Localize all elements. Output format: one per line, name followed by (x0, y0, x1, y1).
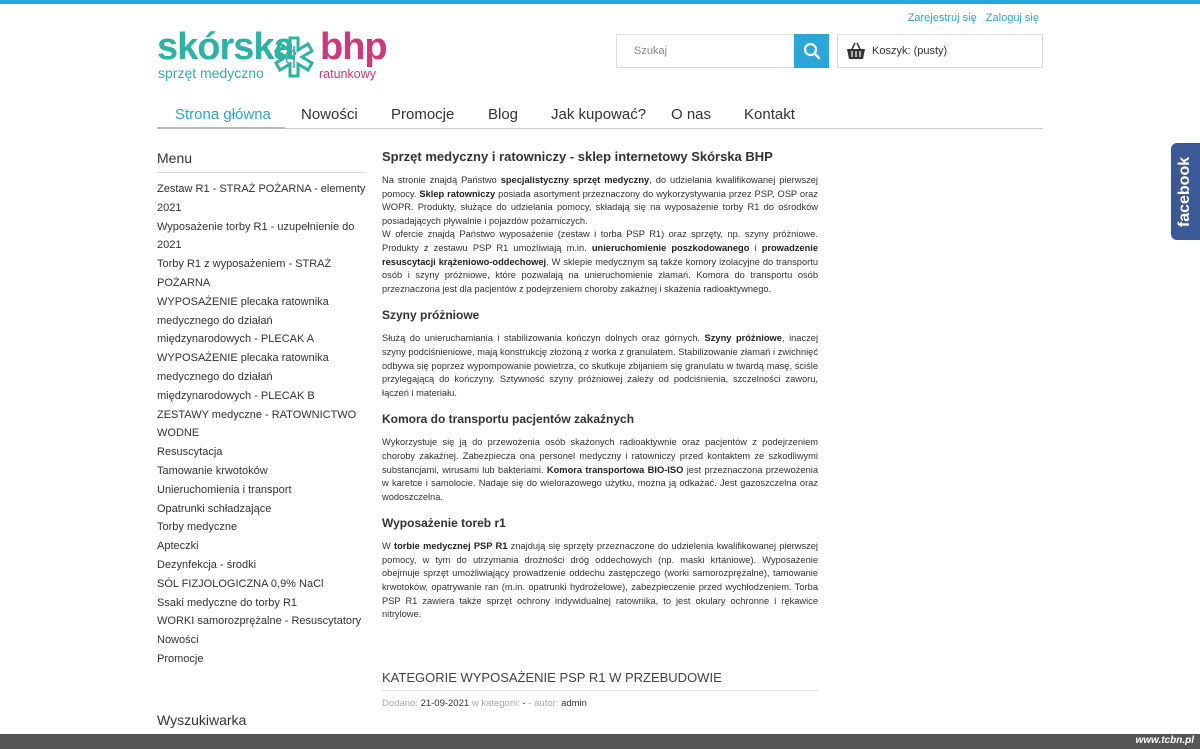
sidebar-category-item[interactable]: ZESTAWY medyczne - RATOWNICTWO WODNE (157, 408, 357, 440)
intro-paragraph: Na stronie znajdą Państwo specjalistyczny sprzęt medyczny, do udzielania kwalifikowanej pierwszej pomocy. Sklep ratowniczy posiada asortyment przeznaczony do wykorzystywania przez PSP, OSP oraz WOPR. Produkty, służące do udzielania pomocy, składają się na wyposażenie torby R1 do ośrodków posiadających pływalnie i pojazdów pożarniczych. W ofercie znajdą Państwo wyposażenie (zestaw i torba PSP R1) oraz sprzęty, np. szyny próżniowe. Produkty z zestawu PSP R1 umożliwiają m.in. unieruchomienie poszkodowanego i prowadzenie resuscytacji krążeniowo-oddechowej. W sklepie medycznym są także komory izolacyjne do transportu osób i szyny próżniowe, które pozwalają na unieruchomienie złamań. Komora do transportu osób przeznaczona jest dla pacjentów z podejrzeniem choroby zakaźnej i skażenia radioaktywnego. (382, 175, 819, 294)
login-link[interactable]: Zaloguj się (985, 12, 1039, 24)
register-link[interactable]: Zarejestruj się (907, 12, 977, 24)
nav-blog[interactable]: Blog (488, 106, 519, 123)
sidebar-category-item[interactable]: Dezynfekcja - środki (157, 558, 257, 571)
torby-paragraph: W torbie medycznej PSP R1 znajdują się sprzęty przeznaczone do udzielenia kwalifikowanej pierwszej pomocy, w tym do utrzymania drożności dróg oddechowych (np. maski krtaniowe). Wyposażenie obejmuje sprzęt umożliwiający prowadzenie oddechu zastępczego (worki samorozprężalne), tamowanie krwotoków, opatrywanie ran (m.in. opatrunki hydrożelowe), zabezpieczenie przed wychłodzeniem. Torba PSP R1 zawiera także sprzęt ochrony indywidualnej ratownika, to jest okulary ochronne i rękawice nitrylowe. (382, 541, 819, 620)
search-button[interactable] (794, 34, 829, 68)
bottom-bar (0, 734, 1200, 749)
nav-home[interactable]: Strona główna (175, 106, 271, 123)
cart-label: Koszyk: (pusty) (872, 45, 948, 57)
top-accent-bar (0, 0, 1200, 4)
post-author: admin (561, 698, 587, 709)
main-content (382, 149, 818, 622)
sidebar-title: Menu (157, 150, 367, 173)
sidebar-category-item[interactable]: Wyposażenie torby R1 - uzupełnienie do 2021 (157, 220, 355, 252)
sidebar-category-item[interactable]: Zestaw R1 - STRAŻ POŻARNA - elementy 2021 (157, 183, 366, 214)
post-title-link[interactable]: KATEGORIE WYPOSAŻENIE PSP R1 W PRZEBUDOWIE (382, 670, 818, 691)
category-list (157, 180, 367, 669)
nav-promotions[interactable]: Promocje (391, 106, 455, 123)
facebook-tab[interactable] (1171, 143, 1200, 240)
section-heading-torby: Wyposażenie toreb r1 (382, 516, 506, 531)
nav-active-underline (157, 127, 285, 129)
logo-tagline-2: ratunkowy (319, 67, 376, 81)
watermark: www.tcbn.pl (1135, 735, 1194, 746)
komora-paragraph: Wykorzystuje się ją do przewożenia osób skażonych radioaktywnie oraz pacjentów z podejrzeniem choroby zakaźnej. Zabezpiecza ona personel medyczny i ratowniczy przed kontaktem ze szkodliwymi substancjami, wirusami lub bakteriami. Komora transportowa BIO-ISO jest przeznaczona przewożenia w karetce i samolocie. Nadaje się do wielorazowego użytku, można ją odkażać. Jest gazoszczelna oraz wodoszczelna. (382, 437, 818, 502)
section-heading-komora: Komora do transportu pacjentów zakaźnych (382, 412, 635, 427)
nav-contact[interactable]: Kontakt (744, 106, 795, 123)
section-heading-szyny: Szyny próżniowe (382, 308, 480, 323)
sidebar-category-item[interactable]: WYPOSAŻENIE plecaka ratownika medycznego do działań międzynarodowych - PLECAK B (157, 352, 329, 402)
szyny-paragraph: Służą do unieruchamiania i stabilizowania kończyn dolnych oraz górnych. Szyny próżniowe, inaczej szyny podciśnieniowe, mają konstrukcję złożoną z worka z granulatem. Stabilizowanie złamań i zwichnięć odbywa się poprzez wypompowanie powietrza, co skutkuje zbijaniem się granulatu w twardą masę, ściśle przylegającą do kończyny. Sztywność szyny próżniowej zależy od podciśnienia, szczelności zaworu, łączeń i materiału. (382, 333, 819, 398)
sidebar-category-item[interactable]: WORKI samorozprężalne - Resuscytatory (157, 615, 362, 628)
sidebar-category-item[interactable]: Resuscytacja (157, 446, 223, 459)
basket-icon (846, 42, 866, 60)
sidebar-category-item[interactable]: Opatrunki schładzające (157, 502, 272, 515)
cart-button[interactable] (837, 34, 1043, 68)
sidebar-category-item[interactable]: Tamowanie krwotoków (157, 464, 268, 477)
post-meta: Dodano: 21-09-2021 w kategorii: - - autor: admin (382, 698, 587, 709)
main-navigation (157, 104, 1043, 129)
sidebar (157, 150, 367, 728)
logo-word-bhp: bhp (320, 26, 387, 68)
logo[interactable] (157, 26, 387, 86)
logo-tagline-1: sprzęt medyczno (158, 65, 264, 81)
sidebar-category-item[interactable]: Apteczki (157, 540, 199, 553)
account-links (902, 12, 1039, 24)
nav-how-to-buy[interactable]: Jak kupować? (551, 106, 647, 123)
blog-post-teaser (382, 670, 818, 709)
logo-word-skorska: skórska (157, 26, 294, 68)
sidebar-category-item[interactable]: Ssaki medyczne do torby R1 (157, 596, 298, 609)
search-icon (803, 42, 821, 60)
nav-about[interactable]: O nas (671, 106, 712, 123)
nav-news[interactable]: Nowości (301, 106, 358, 123)
sidebar-category-item[interactable]: WYPOSAŻENIE plecaka ratownika medycznego do działań międzynarodowych - PLECAK A (157, 295, 329, 346)
star-of-life-icon (269, 32, 319, 82)
facebook-label: facebook (1176, 156, 1194, 227)
sidebar-category-item[interactable]: Unieruchomienia i transport (157, 483, 292, 496)
post-date: 21-09-2021 (420, 698, 470, 709)
sidebar-category-item[interactable]: Promocje (157, 652, 204, 665)
sidebar-category-item[interactable]: Torby medyczne (157, 521, 238, 534)
sidebar-category-item[interactable]: Nowości (157, 634, 199, 647)
sidebar-search-title: Wyszukiwarka (157, 712, 247, 728)
search-input[interactable] (617, 35, 795, 67)
search-box (616, 34, 829, 68)
sidebar-category-item[interactable]: SÓL FIZJOLOGICZNA 0,9% NaCl (157, 577, 324, 590)
page-title: Sprzęt medyczny i ratowniczy - sklep internetowy Skórska BHP (382, 149, 773, 164)
sidebar-category-item[interactable]: Torby R1 z wyposażeniem - STRAŻ POŻARNA (157, 258, 332, 289)
